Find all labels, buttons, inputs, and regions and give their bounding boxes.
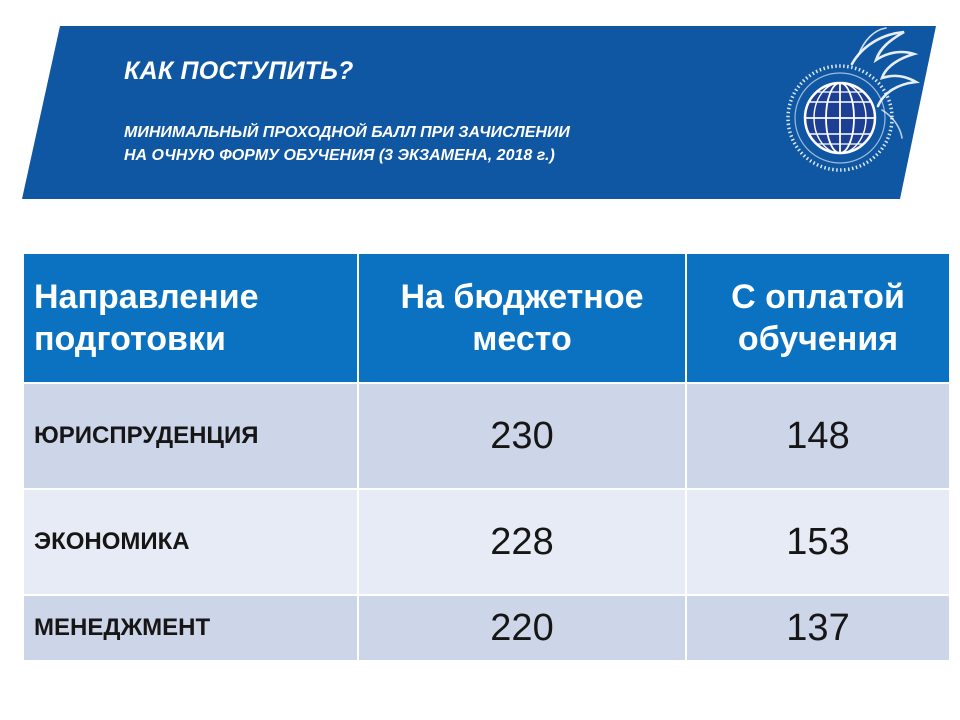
budget-score-cell: 230 [358, 383, 686, 489]
header-banner [0, 0, 960, 210]
header-direction-line-2: подготовки [34, 320, 226, 358]
header-budget-line-1: На бюджетное [400, 278, 644, 316]
header-direction [23, 253, 358, 383]
scores-table [22, 252, 951, 662]
header-paid [686, 253, 950, 383]
header-paid-line-2: обучения [737, 320, 899, 358]
header-budget-line-2: место [472, 320, 572, 358]
paid-score-cell: 137 [686, 595, 950, 661]
table-row [23, 595, 950, 661]
page-subtitle [124, 121, 570, 167]
header-direction-line-1: Направление [34, 278, 259, 316]
direction-cell: МЕНЕДЖМЕНТ [23, 595, 358, 661]
header-paid-line-1: С оплатой [731, 278, 905, 316]
table-header-row [23, 253, 950, 383]
subtitle-line-1: МИНИМАЛЬНЫЙ ПРОХОДНОЙ БАЛЛ ПРИ ЗАЧИСЛЕНИИ [124, 124, 570, 141]
table-row [23, 383, 950, 489]
globe-emblem-icon [782, 26, 924, 176]
budget-score-cell: 220 [358, 595, 686, 661]
direction-cell: ЮРИСПРУДЕНЦИЯ [23, 383, 358, 489]
page-title: КАК ПОСТУПИТЬ? [124, 57, 354, 85]
direction-cell: ЭКОНОМИКА [23, 489, 358, 595]
table-row [23, 489, 950, 595]
paid-score-cell: 153 [686, 489, 950, 595]
budget-score-cell: 228 [358, 489, 686, 595]
header-budget [358, 253, 686, 383]
paid-score-cell: 148 [686, 383, 950, 489]
subtitle-line-2: НА ОЧНУЮ ФОРМУ ОБУЧЕНИЯ (3 ЭКЗАМЕНА, 2018 г.) [124, 147, 555, 164]
